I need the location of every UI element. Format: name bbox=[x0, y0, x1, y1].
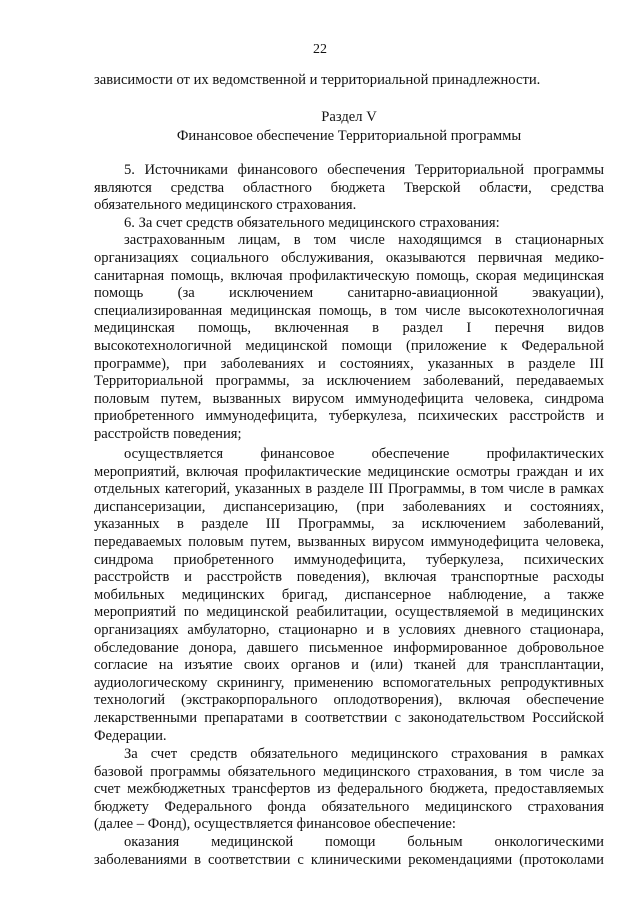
text-line: передаваемых половым путем, вызванных вирусом иммунодефицита человека, bbox=[94, 533, 604, 550]
text-line: 5. Источниками финансового обеспечения Территориальной программы bbox=[124, 162, 604, 178]
text-line: медицинская помощь, включенная в раздел I перечня видов bbox=[94, 320, 604, 337]
text-line: зависимости от их ведомственной и территориальной принадлежности. bbox=[94, 72, 541, 88]
paragraph-sources-and-oms bbox=[94, 162, 604, 444]
text-line: аудиологическому скринингу, применению вспомогательных репродуктивных bbox=[94, 674, 604, 691]
text-line: отдельных категорий, указанных в разделе III Программы, в том числе в рамках bbox=[94, 481, 604, 498]
text-line: синдрома приобретенного иммунодефицита, туберкулеза, психических bbox=[94, 551, 604, 568]
intro-paragraph bbox=[94, 72, 604, 90]
paragraph-base-program bbox=[94, 746, 604, 869]
text-line: обследование донора, давшего письменное информированное добровольное bbox=[94, 639, 604, 656]
text-line: базовой программы обязательного медицинского страхования, в том числе за bbox=[94, 763, 604, 780]
text-line: застрахованным лицам, в том числе находящимся в стационарных bbox=[124, 232, 604, 249]
section-label: Раздел V bbox=[321, 109, 377, 125]
text-line: лекарственными препаратами в соответствии с законодательством Российской bbox=[94, 709, 604, 726]
text-line: расстройств поведения; bbox=[94, 425, 242, 442]
text-line: мобильных медицинских бригад, диспансерное наблюдение, а также bbox=[94, 586, 604, 603]
text-line: высокотехнологичной медицинской помощи (приложение к Федеральной bbox=[94, 337, 604, 354]
text-line: (далее – Фонд), осуществляется финансовое обеспечение: bbox=[94, 816, 456, 833]
text-line: счет межбюджетных трансфертов из федерального бюджета, предоставляемых bbox=[94, 781, 604, 798]
text-line: диспансеризации, диспансеризацию, (при заболеваниях и состояниях, bbox=[94, 498, 604, 515]
text-line: указанных в разделе III Программы, за исключением заболеваний, bbox=[94, 516, 604, 533]
text-line: являются средства областного бюджета Тверской области, средства bbox=[94, 179, 604, 196]
text-line: специализированная медицинская помощь, в том числе высокотехнологичная bbox=[94, 302, 604, 319]
text-line: Федерации. bbox=[94, 727, 167, 744]
text-line: бюджету Федерального фонда обязательного медицинского страхования bbox=[94, 798, 604, 815]
paragraph-prophylactic-financing bbox=[94, 446, 604, 745]
text-line: обязательного медицинского страхования. bbox=[94, 197, 357, 214]
text-line: организациях амбулаторно, стационарно и в условиях дневного стационара, bbox=[94, 621, 604, 638]
text-line: За счет средств обязательного медицинского страхования в рамках bbox=[124, 746, 604, 762]
text-line: программе), при заболеваниях и состояниях, указанных в разделе III bbox=[94, 355, 604, 372]
text-line: Территориальной программы, за исключением заболеваний, передаваемых bbox=[94, 373, 604, 390]
text-line: осуществляется финансовое обеспечение профилактических bbox=[124, 446, 604, 462]
text-line: согласие на изъятие своих органов и (или) тканей для трансплантации, bbox=[94, 657, 604, 674]
page-number: 22 bbox=[313, 42, 327, 57]
text-line: технологий (экстракорпорального оплодотворения), включая обеспечение bbox=[94, 692, 604, 709]
section-title: Финансовое обеспечение Территориальной программы bbox=[176, 128, 522, 144]
text-line: мероприятий по медицинской реабилитации, осуществляемой в медицинских bbox=[94, 604, 604, 621]
text-line: мероприятий, включая профилактические медицинские осмотры граждан и их bbox=[94, 463, 604, 480]
text-line: санитарная помощь, включая профилактическую помощь, скорая медицинская bbox=[94, 267, 604, 284]
text-line: расстройств и расстройств поведения), включая транспортные расходы bbox=[94, 569, 604, 586]
text-line: организациях социального обслуживания, оказываются первичная медико- bbox=[94, 249, 604, 266]
text-line: помощь (за исключением санитарно-авиационной эвакуации), bbox=[94, 285, 604, 302]
text-line: половым путем, вызванных вирусом иммунодефицита человека, синдрома bbox=[94, 390, 604, 407]
text-line: заболеваниями в соответствии с клиническими рекомендациями (протоколами bbox=[94, 851, 604, 868]
text-line: 6. За счет средств обязательного медицинского страхования: bbox=[124, 214, 500, 231]
text-line: оказания медицинской помощи больным онкологическими bbox=[124, 833, 604, 850]
text-line: приобретенного иммунодефицита, туберкулеза, психических расстройств и bbox=[94, 408, 604, 425]
